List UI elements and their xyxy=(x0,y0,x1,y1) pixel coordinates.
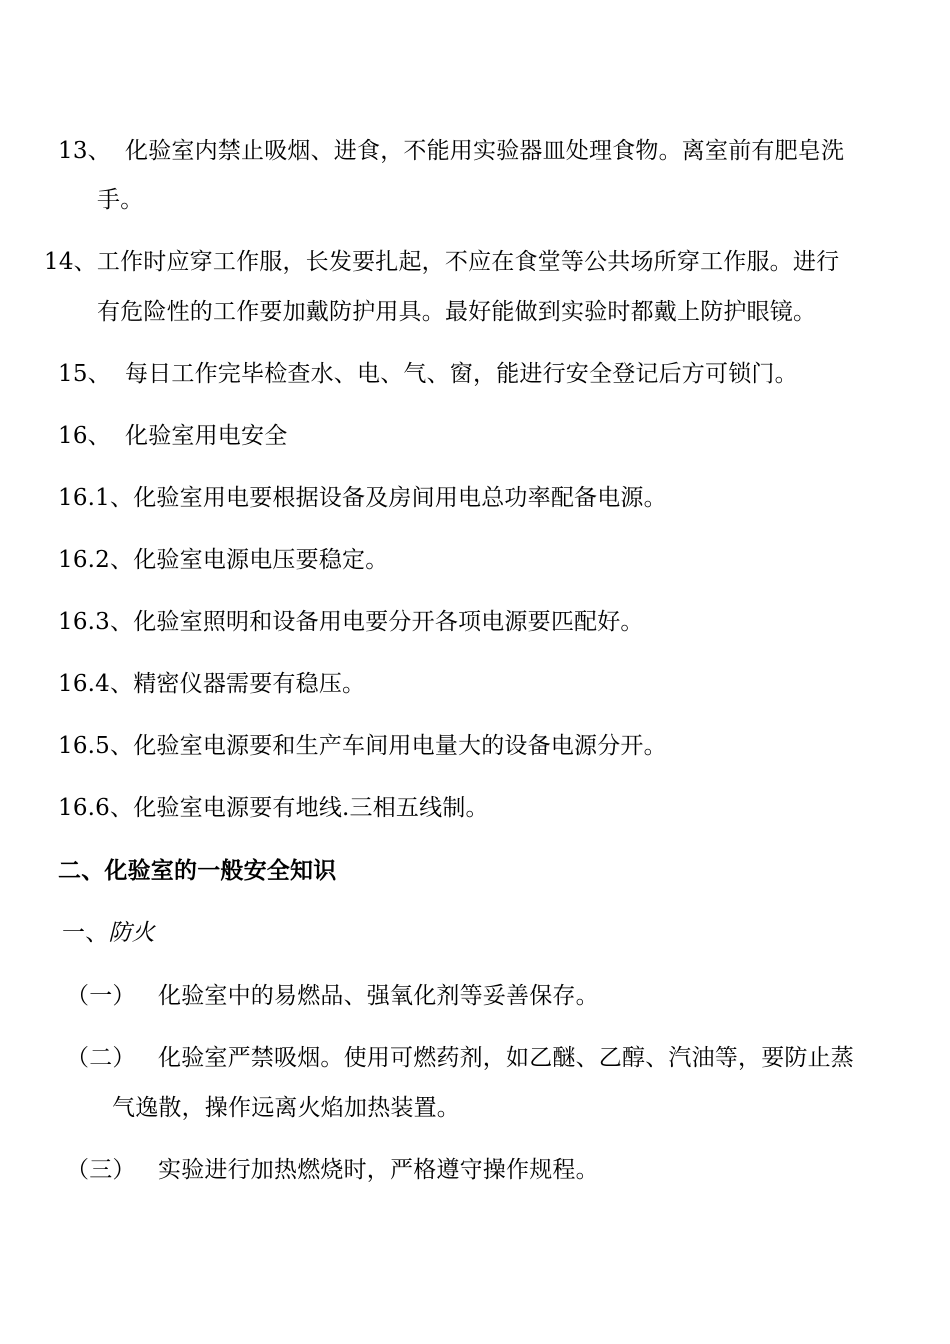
item-16-3 xyxy=(58,607,644,637)
item-16-2 xyxy=(58,545,388,575)
item-number: 16.3、 xyxy=(58,609,134,635)
item-text: 化验室用电安全 xyxy=(125,423,288,449)
item-14-line-2 xyxy=(97,297,816,327)
item-text: 化验室照明和设备用电要分开各项电源要匹配好。 xyxy=(133,609,644,635)
subsection-number: 一、 xyxy=(62,920,109,946)
item-number: 16.2、 xyxy=(58,547,134,573)
item-16-4 xyxy=(58,669,365,699)
item-number: 16.6、 xyxy=(58,795,134,821)
subsection-heading xyxy=(62,918,155,948)
item-text: 化验室内禁止吸烟、进食，不能用实验器皿处理食物。离室前有肥皂洗 xyxy=(125,138,845,164)
subitem-2-line-1 xyxy=(66,1043,854,1073)
item-text: 工作时应穿工作服，长发要扎起，不应在食堂等公共场所穿工作服。进行 xyxy=(96,249,840,275)
item-16-5 xyxy=(58,731,667,761)
item-number: 13、 xyxy=(58,138,111,164)
subitem-1 xyxy=(66,981,599,1011)
subitem-text: 实验进行加热燃烧时，严格遵守操作规程。 xyxy=(158,1157,599,1183)
item-13-line-1 xyxy=(58,136,844,166)
item-text: 化验室电源要有地线.三相五线制。 xyxy=(133,795,489,821)
item-number: 16.4、 xyxy=(58,671,134,697)
subitem-number: （二） xyxy=(66,1045,136,1071)
subitem-number: （三） xyxy=(66,1157,136,1183)
item-text: 精密仪器需要有稳压。 xyxy=(133,671,366,697)
item-14-line-1 xyxy=(44,247,839,277)
subitem-text: 化验室中的易燃品、强氧化剂等妥善保存。 xyxy=(158,983,599,1009)
item-16-6 xyxy=(58,793,489,823)
item-text: 化验室电源电压要稳定。 xyxy=(133,547,389,573)
subitem-text-continued: 气逸散，操作远离火焰加热装置。 xyxy=(112,1095,460,1121)
subitem-text: 化验室严禁吸烟。使用可燃药剂，如乙醚、乙醇、汽油等，要防止蒸 xyxy=(158,1045,854,1071)
item-16 xyxy=(58,421,287,451)
item-number: 16.5、 xyxy=(58,733,134,759)
subitem-2-line-2 xyxy=(112,1093,460,1123)
item-number: 16、 xyxy=(58,423,111,449)
section-heading: 二、化验室的一般安全知识 xyxy=(58,858,337,884)
item-text: 化验室电源要和生产车间用电量大的设备电源分开。 xyxy=(133,733,667,759)
subsection-title: 防火 xyxy=(108,920,155,946)
item-text: 每日工作完毕检查水、电、气、窗，能进行安全登记后方可锁门。 xyxy=(125,361,798,387)
item-16-1 xyxy=(58,483,667,513)
item-number: 14、 xyxy=(44,249,97,275)
item-text: 化验室用电要根据设备及房间用电总功率配备电源。 xyxy=(133,485,667,511)
item-13-line-2 xyxy=(97,185,143,215)
item-number: 15、 xyxy=(58,361,111,387)
item-text-continued: 手。 xyxy=(97,187,144,213)
item-15 xyxy=(58,359,798,389)
subitem-3 xyxy=(66,1155,599,1185)
subitem-number: （一） xyxy=(66,983,136,1009)
item-number: 16.1、 xyxy=(58,485,134,511)
item-text-continued: 有危险性的工作要加戴防护用具。最好能做到实验时都戴上防护眼镜。 xyxy=(97,299,817,325)
